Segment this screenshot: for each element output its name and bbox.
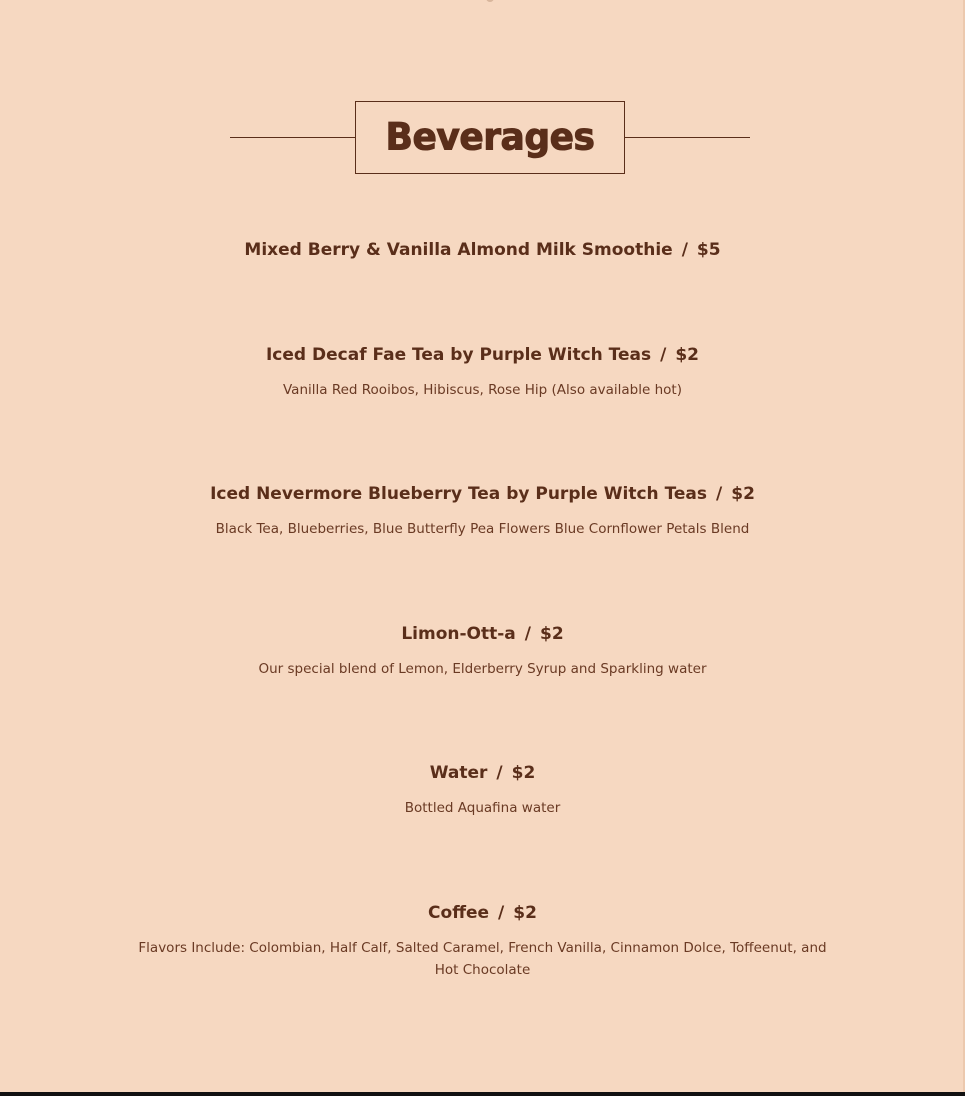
menu-item-heading [0, 763, 965, 783]
menu-item-name: Iced Nevermore Blueberry Tea by Purple Witch Teas [210, 484, 708, 504]
menu-item-heading [0, 903, 965, 923]
title-rule-right [624, 137, 750, 138]
price-separator: / [524, 624, 531, 644]
menu-item-name: Mixed Berry & Vanilla Almond Milk Smoothie [244, 240, 673, 260]
menu-item-price: $2 [675, 345, 700, 365]
menu-item-heading [0, 240, 965, 260]
menu-item [0, 763, 965, 819]
menu-item [0, 240, 965, 260]
price-separator: / [716, 484, 723, 504]
menu-item-name: Water [429, 763, 488, 783]
menu-item-description: Black Tea, Blueberries, Blue Butterfly Pea Flowers Blue Cornflower Petals Blend [215, 521, 750, 537]
menu-item-description: Flavors Include: Colombian, Half Calf, Salted Caramel, French Vanilla, Cinnamon Dolce, Toffeenut, and Hot Chocolate [138, 940, 827, 978]
menu-item [0, 903, 965, 981]
top-decoration [486, 0, 494, 2]
menu-item-price: $2 [731, 484, 755, 504]
price-separator: / [498, 903, 505, 923]
menu-item-name: Iced Decaf Fae Tea by Purple Witch Teas [265, 345, 652, 365]
section-title: Beverages [385, 115, 595, 160]
menu-item-name: Limon-Ott-a [401, 624, 516, 644]
menu-item-price: $5 [696, 240, 721, 260]
price-separator: / [496, 763, 503, 783]
menu-item [0, 484, 965, 540]
menu-item-price: $2 [540, 624, 564, 644]
menu-item-heading [0, 345, 965, 365]
menu-item-description: Bottled Aquafina water [404, 800, 561, 816]
menu-item-price: $2 [511, 763, 536, 783]
price-separator: / [681, 240, 688, 260]
menu-item [0, 624, 965, 680]
menu-item-description: Vanilla Red Rooibos, Hibiscus, Rose Hip (Also available hot) [283, 382, 682, 398]
menu-item-name: Coffee [428, 903, 490, 923]
section-title-box [355, 101, 625, 174]
menu-item-heading [0, 484, 965, 504]
menu-item-description: Our special blend of Lemon, Elderberry Syrup and Sparkling water [258, 661, 707, 677]
title-rule-left [230, 137, 356, 138]
menu-item-price: $2 [513, 903, 537, 923]
footer-bar [0, 1092, 965, 1096]
menu-item-heading [0, 624, 965, 644]
price-separator: / [660, 345, 667, 365]
menu-item [0, 345, 965, 401]
